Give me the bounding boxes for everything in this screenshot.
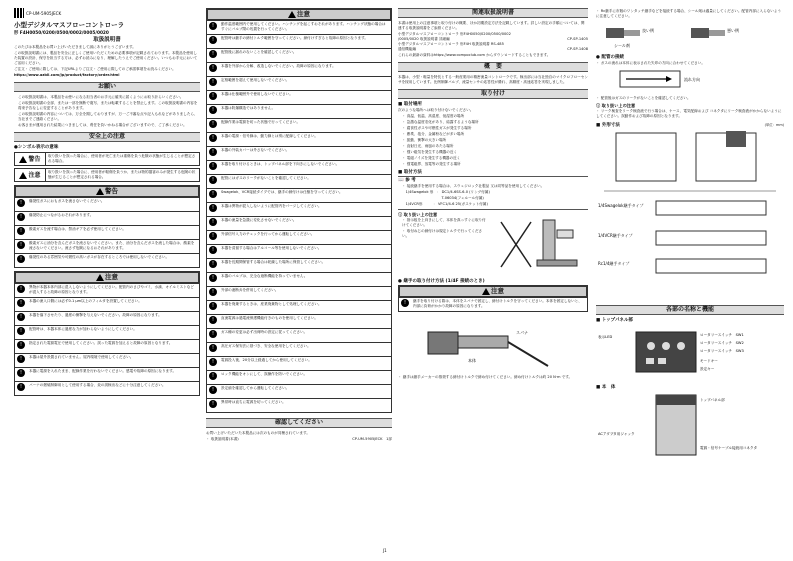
confirm-item: ・ 取扱説明書(本書): [206, 437, 239, 441]
reference-line: 1/4Swagelok 形 ： DC1/4-6SS-6-0 (リング付属): [402, 190, 490, 194]
caution-item: 配管時は、本器本体に過度な力が加わらないようにしてください。: [29, 327, 137, 331]
signal-text: 取り扱いを誤った場合に、使用者が軽傷を負うか、または物的損害のみが発生する危険の状態が生じることが想定される場合。: [48, 170, 196, 179]
caution-box-2: [206, 8, 392, 413]
body-heading: ■ 本 体: [596, 385, 616, 390]
prohibit-icon: !: [17, 241, 25, 249]
caution-item: 配管後に漏れのないことを確認してください。: [221, 50, 297, 54]
request-item: この取扱説明書の全部、または一部を無断で複写、または転載することを禁止します。この取扱説明書の内容を将来予告なしに変更することがあります。: [18, 101, 198, 110]
warning-triangle-icon: [19, 156, 27, 163]
flow-direction-diagram: [596, 67, 776, 93]
caution-triangle-icon: [96, 274, 104, 281]
caution-item: 高圧ガス保安法に基づき、安全な使用をしてください。: [221, 344, 311, 348]
caution-item: 異常時は直ちに電源を切ってください。: [221, 400, 286, 404]
instruction-icon: !: [17, 299, 25, 307]
instruction-icon: !: [209, 78, 217, 86]
qr-code-icon: [14, 8, 24, 18]
mount-precaution-row: [398, 212, 588, 276]
instruction-icon: !: [209, 386, 217, 394]
instruction-icon: !: [209, 218, 217, 226]
intro-p3: ご注文・ご使用に際しては、下記URLよりご注文・ご使用に際してのご承諾事項をお読みください。: [14, 67, 176, 71]
caution-item: 本器は仕様範囲外で使用しないでください。: [221, 92, 293, 96]
instruction-icon: !: [209, 246, 217, 254]
warning-item: 爆発性ガスにおもガスを流さないでください。: [29, 199, 105, 203]
related-doc-name: /0005/0020 取扱説明書 詳細編: [398, 37, 450, 41]
caution-triangle-icon: [482, 288, 490, 295]
mount-place-item: ・ 強電磁界、放電等の発生する場所: [402, 162, 461, 166]
column-4: [596, 8, 784, 463]
instruction-icon: !: [209, 344, 217, 352]
signal-text: 取り扱いを誤った場合に、使用者が死亡または重傷を負う危険の状態が生じることが想定される場合。: [48, 154, 196, 163]
request-item: この取扱説明書の内容については、万全を期しておりますが、万一ご不審な点や記入もれなどがありましたら、当社までご連絡ください。: [18, 112, 198, 121]
body-label: 電源・信号ケーブル接続用コネクタ: [700, 446, 758, 450]
doc-code-row: [14, 8, 200, 18]
device-front-view: [616, 133, 676, 181]
instruction-icon: !: [209, 120, 217, 128]
manual-type: 取扱説明書: [93, 37, 121, 43]
handling-title: 取り扱い上の注意: [601, 103, 636, 108]
prohibit-icon: !: [17, 255, 25, 263]
rotary-switch-icon: [647, 342, 655, 350]
caution-item: 直流電源は過電流保護機能付きのものを使用してください。: [221, 316, 319, 320]
warning-item: 爆発防止につながるおそれがあります。: [29, 213, 94, 217]
related-doc-code: CP-SP-1408: [567, 47, 588, 51]
caution-item: 本器を外部から分解、改造しないでください。故障の原因になります。: [221, 64, 336, 68]
request-heading: お願い: [14, 82, 200, 92]
warning-item: 酸素ガスに油分を含んだガスを流さないでください。また、油分を含んだガスを流した場合は、酸素を流さないでください。流さず危険になるおそれがあります。: [29, 241, 195, 250]
top-panel-label: ロータリースイッチ SW3: [700, 349, 744, 353]
caution-item: 配管にはガスのリークがないことを確認してください。: [221, 176, 311, 180]
instruction-icon: !: [17, 369, 25, 377]
outline-drawing: [596, 129, 784, 299]
info-icon: ⓘ: [398, 212, 403, 217]
instruction-icon: !: [209, 190, 217, 198]
flow-note: ・ ガスの流れは本体に表示された矢印の方向に合わせてください。: [596, 61, 705, 65]
mount-precaution: ・ 指示板を上向きにして、本体を真っすぐに取り付けてください。: [402, 218, 486, 227]
device-drawing: [458, 336, 508, 348]
reference-box: [398, 176, 588, 210]
instruction-icon: !: [209, 148, 217, 156]
bad-example-label: 悪い例: [727, 28, 739, 33]
overview-heading: 概 要: [398, 62, 588, 72]
caution-item: 本器に電源を入れたまま、配線作業を行わないでください。感電や故障の原因になります。: [29, 369, 177, 373]
caution-item: 異物が本器本体内部に混入しないようにしてください。配管内のさびやゴミ、水滴、オイルミストなどが混入すると故障の原因となります。: [29, 285, 194, 294]
key-icon: [646, 358, 654, 364]
caution-item: ロック機能をオンにして、誤操作を防いでください。: [221, 372, 308, 376]
top-panel-label: 表示LED: [598, 335, 613, 339]
caution-item: 本器の外装カバーは外さないでください。: [221, 148, 290, 152]
mount-precaution-title: 取り扱い上の注意: [403, 212, 438, 217]
instruction-icon: !: [209, 162, 217, 170]
instruction-icon: !: [209, 106, 217, 114]
caution-item: 本器は防爆構造ではありません。: [221, 106, 276, 110]
fitting-heading: ● 継手の取り付け方法 (1/4F 接続のとき): [398, 279, 485, 284]
mount-place-item: ・ 塵埃、塩分、金属粉などが多い場所: [402, 132, 465, 136]
prohibit-icon: !: [17, 227, 25, 235]
caution-triangle-icon: [288, 11, 296, 18]
instruction-icon: !: [209, 22, 217, 30]
intro-p1: このたびは本製品をお買い上げいただきまして誠にありがとうございます。: [14, 45, 136, 49]
instruction-icon: !: [209, 204, 217, 212]
signal-label: 注意: [28, 171, 41, 179]
caution-item: 本器の流入口側には必ず0.1 μm以上のフィルタを設置してください。: [29, 299, 142, 303]
fitting-illustration: [398, 314, 588, 372]
mount-illustration: [491, 212, 581, 276]
outline-label: 1/4Swagelok継手タイプ: [598, 203, 644, 208]
hand-drawing: [557, 230, 573, 238]
vise-drawing: [428, 332, 458, 354]
body-label: トップパネル部: [700, 398, 725, 402]
flow-heading: ● 配管の接続: [596, 55, 624, 60]
fitting-label: 本体: [468, 358, 476, 363]
related-heading: 関連取扱説明書: [398, 8, 588, 18]
caution-item: 本器を取り付けるときは、トップパネル部を下向きにしないでください。: [221, 162, 340, 166]
caution-title: 注意: [297, 10, 310, 18]
instruction-icon: !: [17, 355, 25, 363]
flow-direction-label: 流れ方向: [684, 77, 700, 82]
instruction-icon: !: [209, 64, 217, 72]
caution-item: 電源投入後、20分以上経過してから使用してください。: [221, 358, 312, 362]
mount-place-item: ・ 高温、低温、高湿度、低湿度の場所: [402, 114, 465, 118]
instruction-icon: !: [209, 358, 217, 366]
caution-box: [14, 271, 200, 396]
warning-title: 警告: [105, 187, 118, 195]
mount-precaution: ・ 取付ねじの締付けは規定トルクで行ってください。: [402, 229, 483, 238]
instruction-icon: !: [17, 383, 25, 391]
top-panel-label: モードキー: [700, 359, 718, 363]
rc-drawing: [656, 259, 766, 273]
caution-item: 本器の電源・信号線は、動力線とは別に配線してください。: [221, 134, 319, 138]
instruction-icon: !: [209, 92, 217, 100]
instruction-icon: !: [209, 372, 217, 380]
body-diagram: [596, 391, 784, 461]
caution-item: バーナの燃焼制御用として使用する場合、炎の誤検出などに十分注意してください。: [29, 383, 166, 387]
caution-item: 本器のバルブは、完全な遮断機能を持っていません。: [221, 274, 308, 278]
instruction-icon: !: [209, 134, 217, 142]
caution-item: ガス種の変更は必ず出荷時の設定に従ってください。: [221, 330, 308, 334]
fitting-label: スパナ: [516, 330, 528, 335]
instruction-icon: !: [209, 316, 217, 324]
mount-place-item: ・ 強い磁気を発生する機器の近く: [402, 150, 458, 154]
signal-heading: ●シンボル表示の意味: [14, 145, 59, 150]
related-doc-code: CP-SP-1405: [567, 37, 588, 41]
top-panel-heading: ■ トップパネル部: [596, 318, 633, 323]
product-title: 小型デジタルマスフローコントローラ: [14, 21, 125, 29]
instruction-icon: !: [209, 176, 217, 184]
related-note: これらの最新の資料はhttps://www.compoclub.com からダウンロードすることもできます。: [398, 53, 551, 57]
outline-heading: ■ 外形寸法: [596, 123, 620, 128]
related-intro: 本書は使用上の注意事項と取り付けの概要、ほか初期設定方法を記載しています。詳しい設定の手順については、関連する取扱説明書をご参照ください。: [398, 21, 585, 30]
flow-note-2: ・ 配管後はガスのリークがないことを確認してください。: [596, 96, 691, 100]
caution-item: 本器の流量を急激に変化させないでください。: [221, 218, 297, 222]
device-body-drawing: [543, 220, 555, 260]
related-doc-name: 通信機能編: [398, 47, 416, 51]
column-1: [14, 8, 200, 396]
reference-line: 1/4VCR形 ： VFC1/4-6 25(ガスケット付属): [402, 202, 488, 206]
request-item: お客さまが運用された結果につきましては、責任を負いかねる場合がございますので、ご了承ください。: [18, 123, 187, 127]
top-panel-label: ロータリースイッチ SW2: [700, 341, 744, 345]
mount-base-drawing: [537, 260, 577, 266]
instruction-icon: !: [17, 313, 25, 321]
caution-item: 本器を長期間保管する場合は乾燥した場所に保管してください。: [221, 260, 326, 264]
prohibit-icon: !: [17, 199, 25, 207]
order-url-link[interactable]: https://www.azbil.com/jp/product/factory/order.html: [14, 73, 120, 77]
instruction-icon: !: [17, 285, 25, 293]
mount-place-item: ・ 振動、衝撃の大きい場所: [402, 138, 447, 142]
caution-item: 定格範囲を超えて使用しないでください。: [221, 78, 290, 82]
mount-heading: 取り付け: [398, 89, 588, 99]
confirm-row: [206, 437, 392, 442]
warning-item: 爆発性のある雰囲気や可燃性の高いガスが存在するところでは使用しないでください。: [29, 255, 170, 259]
caution-item: 本器を落下させたり、過度の衝撃を与えないでください。故障の原因になります。: [29, 313, 162, 317]
instruction-icon: !: [17, 341, 25, 349]
outline-label: 1/4VCR継手タイプ: [598, 233, 633, 238]
caution-item: 継手を取り付ける際は、本体をスパナで固定し、締付けトルクを守ってください。本体を固定しないと、内部に負荷がかかり故障の原因になります。: [413, 299, 582, 308]
body-label: ACアダプタ用ジャック: [598, 432, 635, 436]
caution-item: 本器を清掃する場合はアルコール等を使用しないでください。: [221, 246, 322, 250]
mount-place-item: ・ 電磁ノイズを発生する機器の近く: [402, 156, 461, 160]
book-icon: 📖: [398, 178, 404, 183]
confirm-text: お買い上げいただいた本製品には次のものが同梱されています。: [206, 431, 310, 435]
outline-label: Rc1/4継手タイプ: [598, 261, 630, 266]
overview-text: 本器は、小型・軽量を特長とする一般産業用の精密流量コントローラです。検出部には当社独自のマイクロフローセンサを採用しています。比例制御バルブ、流量センサの応答性が優れ、高精度・高速応答を実現しました。: [398, 75, 588, 84]
instruction-icon: !: [209, 50, 217, 58]
instruction-icon: !: [209, 302, 217, 310]
unit-label: (単位：mm): [764, 123, 784, 127]
caution-item: 外部の遮断弁を併用してください。: [221, 288, 279, 292]
reference-title: 参 考: [405, 178, 416, 183]
handling-text: ・ リーク検査をリーク検査液で行う場合は、ケース、電気配線および コネクタにリーク検査液がかからないようにしてください。誤動作および故障の原因となります。: [596, 109, 782, 118]
column-2: [206, 8, 392, 442]
caution-item: 指定された電源電圧で使用してください。誤った電源を加えると故障の原因となります。: [29, 341, 173, 345]
caution-item: 設定値を確認してから運転してください。: [221, 386, 290, 390]
top-panel-label: 設定キー: [700, 367, 715, 371]
caution-item: 本器は屋外設置されていません。屋内環境で使用してください。: [29, 355, 134, 359]
mount-place-item: ・ 腐食性ガスや可燃性ガスが発生する場所: [402, 126, 472, 130]
caution-item: 配管時は継手の締付トルク範囲を守ってください。締付けすぎると故障の原因となります。: [221, 36, 368, 40]
rotary-switch-icon: [677, 342, 685, 350]
mount-method-heading: ■ 取付方法: [398, 170, 422, 175]
key-icon: [658, 358, 666, 364]
sealant-label: シール剤: [614, 43, 630, 48]
parts-heading: 各部の名称と機能: [596, 305, 784, 315]
mount-place-item: ・ 直射日光、雨風のあたる場所: [402, 144, 454, 148]
mount-place-intro: 次のような場所へは取り付けないでください。: [398, 108, 474, 112]
instruction-icon: !: [401, 299, 409, 307]
fitting-note: ・ 継手は継手メーカーの推奨する締付けトルクで締め付けてください。締め付けトルクは約 20 N·m です。: [398, 375, 573, 379]
signal-warning-box: [14, 152, 200, 166]
related-doc-name: 小型デジタルマスフローコントローラ 形F4H0050/0200/0500/0002: [398, 32, 511, 36]
instruction-icon: !: [209, 260, 217, 268]
reference-line: ・ 接続継手を使用する場合は、スウェジロック社製品 又は同等品を使用してください。: [402, 184, 545, 188]
instruction-icon: !: [209, 274, 217, 282]
caution-item: Swagelok、VCR接続タイプでは、継手の締付けは仕様を守ってください。: [221, 190, 343, 194]
warning-triangle-icon: [96, 188, 104, 195]
page-number: J1: [383, 548, 387, 553]
intro-p2: この取扱説明書には、製品を安全に正しくご使用いただくための必要事項が記載されております。本製品を使用した装置の設計、保守を担当する方は、必ずお読みになり、理解したうえでご使用ください。いつもお手元においてご活用ください。: [14, 51, 198, 65]
caution-item: 外部信号入力のチェックを行ってから運転してください。: [221, 232, 315, 236]
caution-title: 注意: [491, 287, 504, 295]
model-line: 形 F4H0050/0200/0500/0002/0005/0020: [14, 31, 109, 36]
signal-label: 警告: [28, 155, 41, 163]
instruction-icon: !: [209, 330, 217, 338]
safety-heading: 安全上の注意: [14, 132, 200, 142]
rotary-switch-icon: [662, 342, 670, 350]
column-3: [398, 8, 588, 381]
caution-item: 配線作業は電源を切った状態で行ってください。: [221, 120, 301, 124]
caution-item: 動作温度範囲内で使用してください。ハンチングを起こすおそれがあります。ハンチング状態の場合はすぐにバルブ閉の処置を行ってください。: [221, 22, 386, 31]
instruction-icon: !: [209, 232, 217, 240]
prohibit-icon: !: [17, 213, 25, 221]
request-item: この取扱説明書は、本製品をお使いになる担当者のお手元に確実に届くようにお取り計らいください。: [18, 95, 184, 99]
confirm-heading: 確認してください: [206, 418, 392, 428]
confirm-item-code: CP-UM-5905JECK 1部: [352, 437, 392, 441]
swagelok-drawing: [656, 201, 766, 215]
pipe-note: ・ Rc継手に市販のワンタッチ継手などを接続する場合、シール剤は適量にしてください。配管内部に入らないように注意してください。: [596, 9, 782, 18]
instruction-icon: !: [209, 288, 217, 296]
related-doc-name: 小型デジタルマスフローコントローラ 形F4H 取扱説明書 RS-485: [398, 42, 504, 46]
fitting-examples: [596, 20, 776, 50]
caution-item: 本器は異物が混入しないように配管内をパージしてください。: [221, 204, 322, 208]
doc-code: CP-UM-5905JECK: [26, 10, 62, 16]
signal-caution-box: [14, 168, 200, 182]
reference-line: T-06034(フェルール付属): [402, 196, 484, 200]
caution-title: 注意: [105, 273, 118, 281]
caution-item: 本器を廃棄するときは、産業廃棄物として処理してください。: [221, 302, 322, 306]
warning-box: [14, 185, 200, 268]
good-example-label: 良い例: [642, 28, 654, 33]
caution-box-3: [398, 285, 588, 312]
info-icon: ⓘ: [596, 103, 601, 108]
good-fitting-drawing: [606, 28, 624, 38]
top-panel-drawing: [636, 332, 696, 372]
bad-fitting-drawing: [691, 28, 709, 38]
top-panel-label: ロータリースイッチ SW1: [700, 333, 744, 337]
instruction-icon: !: [209, 400, 217, 408]
mount-place-heading: ■ 取付場所: [398, 102, 422, 107]
warning-item: 酸素ガスを流す場合は、禁油ギアを必ず使用してください。: [29, 227, 127, 231]
vcr-drawing: [656, 231, 766, 245]
mount-place-item: ・ 急激な温度変化があり、結露するような場所: [402, 120, 479, 124]
top-panel-diagram: [596, 324, 784, 380]
instruction-icon: !: [17, 327, 25, 335]
wrench-drawing: [508, 342, 548, 366]
caution-triangle-icon: [19, 172, 27, 179]
instruction-icon: !: [209, 36, 217, 44]
